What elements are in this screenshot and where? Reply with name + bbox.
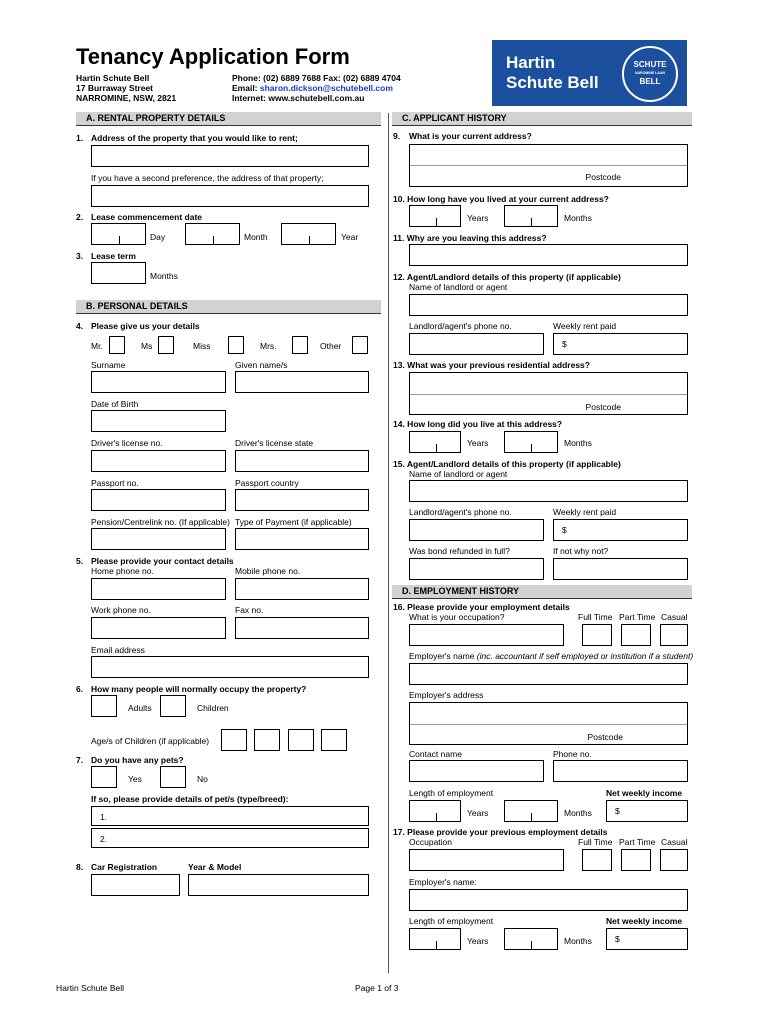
q15-landlord-phone-input[interactable]	[409, 519, 544, 541]
employer-name-text: Employer's name	[409, 651, 475, 661]
q12-label: 12. Agent/Landlord details of this property (if applicable)	[393, 272, 621, 282]
q11-label: 11. Why are you leaving this address?	[393, 233, 547, 243]
previous-months-input[interactable]	[504, 431, 558, 453]
logo-badge	[622, 46, 678, 102]
q12-landlord-name-label: Name of landlord or agent	[409, 282, 508, 292]
work-phone-label: Work phone no.	[91, 605, 151, 615]
pension-label: Pension/Centrelink no. (If applicable)	[91, 517, 230, 527]
car-registration-label: Car Registration	[91, 862, 158, 872]
q5-number: 5.	[76, 556, 84, 566]
company-email[interactable]: sharon.dickson@schutebell.com	[259, 83, 393, 93]
q16-length-label: Length of employment	[409, 788, 494, 798]
employer-name-input[interactable]	[409, 663, 688, 685]
q5-label: Please provide your contact details	[91, 556, 234, 566]
children-input[interactable]	[160, 695, 186, 717]
q16-casual-checkbox[interactable]	[660, 624, 688, 646]
q10-label: 10. How long have you lived at your current address?	[393, 194, 609, 204]
q9-label: What is your current address?	[409, 131, 532, 141]
q17-months-label: Months	[564, 936, 592, 946]
day-label: Day	[150, 232, 166, 242]
miss-checkbox[interactable]	[228, 336, 244, 354]
mobile-phone-label: Mobile phone no.	[235, 566, 301, 576]
form-title: Tenancy Application Form	[76, 44, 350, 69]
child-age-3-input[interactable]	[288, 729, 314, 751]
passport-country-input[interactable]	[235, 489, 369, 511]
q15-landlord-name-label: Name of landlord or agent	[409, 469, 508, 479]
passport-no-label: Passport no.	[91, 478, 139, 488]
q15-weekly-rent-input[interactable]	[553, 519, 688, 541]
lease-term-input[interactable]	[91, 262, 146, 284]
q17-part-time-checkbox[interactable]	[621, 849, 651, 871]
employer-address-label: Employer's address	[409, 690, 484, 700]
q1-label: Address of the property that you would like to rent;	[91, 133, 298, 143]
q4-number: 4.	[76, 321, 84, 331]
badge-bottom: BELL	[639, 77, 661, 86]
employer-name-label	[409, 651, 693, 661]
q17-net-income-input[interactable]	[606, 928, 688, 950]
section-c-heading: C. APPLICANT HISTORY	[392, 112, 692, 125]
q1-number: 1.	[76, 133, 84, 143]
second-preference-label: If you have a second preference, the address of that property;	[91, 173, 324, 183]
current-months-input[interactable]	[504, 205, 558, 227]
company-email-row	[232, 83, 393, 93]
surname-label: Surname	[91, 360, 126, 370]
q17-length-label: Length of employment	[409, 916, 494, 926]
q17-dollar-sign: $	[615, 934, 620, 944]
q17-years-input[interactable]	[409, 928, 461, 950]
pension-input[interactable]	[91, 528, 226, 550]
children-ages-label: Age/s of Children (if applicable)	[91, 736, 210, 746]
q16-dollar-sign: $	[615, 806, 620, 816]
q3-number: 3.	[76, 251, 84, 261]
company-town: NARROMINE, NSW, 2821	[76, 93, 177, 103]
q4-label: Please give us your details	[91, 321, 200, 331]
company-phone: Phone: (02) 6889 7688 Fax: (02) 6889 4704	[232, 73, 401, 83]
children-label: Children	[197, 703, 229, 713]
q17-occupation-input[interactable]	[409, 849, 564, 871]
year-model-input[interactable]	[188, 874, 369, 896]
q16-years-label: Years	[467, 808, 489, 818]
q16-months-input[interactable]	[504, 800, 558, 822]
logo-line1: Hartin	[506, 53, 556, 72]
q16-full-time-checkbox[interactable]	[582, 624, 612, 646]
q15-dollar-sign: $	[562, 525, 567, 535]
q15-weekly-rent-label: Weekly rent paid	[553, 507, 617, 517]
mrs-checkbox[interactable]	[292, 336, 308, 354]
given-names-label: Given name/s	[235, 360, 288, 370]
q17-full-time-checkbox[interactable]	[582, 849, 612, 871]
current-years-label: Years	[467, 213, 489, 223]
surname-input[interactable]	[91, 371, 226, 393]
driver-license-no-label: Driver's license no.	[91, 438, 163, 448]
badge-top: SCHUTE	[633, 60, 667, 69]
pet-details-label: If so, please provide details of pet/s (type/breed):	[91, 794, 289, 804]
home-phone-input[interactable]	[91, 578, 226, 600]
pets-no-checkbox[interactable]	[160, 766, 186, 788]
previous-months-label: Months	[564, 438, 592, 448]
passport-country-label: Passport country	[235, 478, 299, 488]
occupation-question-label: What is your occupation?	[409, 612, 505, 622]
q17-months-input[interactable]	[504, 928, 558, 950]
second-preference-input[interactable]	[91, 185, 369, 207]
contact-name-input[interactable]	[409, 760, 544, 782]
current-months-label: Months	[564, 213, 592, 223]
q17-full-time-label: Full Time	[578, 837, 613, 847]
previous-years-label: Years	[467, 438, 489, 448]
footer-company: Hartin Schute Bell	[56, 983, 125, 993]
mrs-label: Mrs.	[260, 341, 277, 351]
miss-label: Miss	[193, 341, 211, 351]
pet-2-number: 2.	[100, 834, 108, 844]
q15-landlord-phone-label: Landlord/agent's phone no.	[409, 507, 512, 517]
q16-casual-label: Casual	[661, 612, 688, 622]
previous-postcode-label: Postcode	[585, 402, 621, 412]
column-divider	[388, 113, 389, 973]
q16-full-time-label: Full Time	[578, 612, 613, 622]
q6-number: 6.	[76, 684, 84, 694]
bond-refunded-label: Was bond refunded in full?	[409, 546, 510, 556]
section-a-heading: A. RENTAL PROPERTY DETAILS	[76, 112, 381, 125]
contact-name-label: Contact name	[409, 749, 462, 759]
q16-net-income-input[interactable]	[606, 800, 688, 822]
current-address-input[interactable]	[409, 144, 688, 187]
q2-number: 2.	[76, 212, 84, 222]
year-label: Year	[341, 232, 359, 242]
car-registration-input[interactable]	[91, 874, 180, 896]
employer-postcode-label: Postcode	[587, 732, 623, 742]
lease-year-input[interactable]	[281, 223, 336, 245]
q16-label: 16. Please provide your employment details	[393, 602, 570, 612]
q7-number: 7.	[76, 755, 84, 765]
pet-1-input[interactable]	[91, 806, 369, 826]
lease-months-label: Months	[150, 271, 178, 281]
ms-label: Ms	[141, 341, 153, 351]
child-age-1-input[interactable]	[221, 729, 247, 751]
q12-landlord-phone-label: Landlord/agent's phone no.	[409, 321, 512, 331]
rental-address-input[interactable]	[91, 145, 369, 167]
badge-mid: NAROMINE LAAN	[635, 71, 665, 75]
section-b-heading: B. PERSONAL DETAILS	[76, 300, 381, 313]
lease-month-input[interactable]	[185, 223, 240, 245]
work-phone-input[interactable]	[91, 617, 226, 639]
home-phone-label: Home phone no.	[91, 566, 154, 576]
q8-number: 8.	[76, 862, 84, 872]
email-label: Email:	[232, 83, 258, 93]
q17-casual-checkbox[interactable]	[660, 849, 688, 871]
year-model-label: Year & Model	[188, 862, 242, 872]
fax-input[interactable]	[235, 617, 369, 639]
q7-label: Do you have any pets?	[91, 755, 184, 765]
q15-landlord-name-input[interactable]	[409, 480, 688, 502]
q14-label: 14. How long did you live at this address?	[393, 419, 563, 429]
q15-label: 15. Agent/Landlord details of this property (if applicable)	[393, 459, 621, 469]
child-age-4-input[interactable]	[321, 729, 347, 751]
q17-casual-label: Casual	[661, 837, 688, 847]
mobile-phone-input[interactable]	[235, 578, 369, 600]
mr-checkbox[interactable]	[109, 336, 125, 354]
ms-checkbox[interactable]	[158, 336, 174, 354]
q16-years-input[interactable]	[409, 800, 461, 822]
driver-license-no-input[interactable]	[91, 450, 226, 472]
employer-phone-input[interactable]	[553, 760, 688, 782]
q3-label: Lease term	[91, 251, 136, 261]
q17-occupation-label: Occupation	[409, 837, 452, 847]
given-names-input[interactable]	[235, 371, 369, 393]
other-checkbox[interactable]	[352, 336, 368, 354]
passport-no-input[interactable]	[91, 489, 226, 511]
company-logo	[492, 40, 687, 106]
page-number: Page 1 of 3	[355, 983, 399, 993]
q12-weekly-rent-input[interactable]	[553, 333, 688, 355]
month-label: Month	[244, 232, 268, 242]
mr-label: Mr.	[91, 341, 103, 351]
q2-label: Lease commencement date	[91, 212, 203, 222]
driver-license-state-input[interactable]	[235, 450, 369, 472]
previous-years-input[interactable]	[409, 431, 461, 453]
email-address-label: Email address	[91, 645, 145, 655]
q12-landlord-name-input[interactable]	[409, 294, 688, 316]
payment-type-label: Type of Payment (if applicable)	[235, 517, 352, 527]
if-not-why-input[interactable]	[553, 558, 688, 580]
q17-employer-name-label: Employer's name:	[409, 877, 477, 887]
q17-employer-name-input[interactable]	[409, 889, 688, 911]
q13-label: 13. What was your previous residential address?	[393, 360, 590, 370]
q17-years-label: Years	[467, 936, 489, 946]
q16-part-time-label: Part Time	[619, 612, 656, 622]
q12-weekly-rent-label: Weekly rent paid	[553, 321, 617, 331]
bond-refunded-input[interactable]	[409, 558, 544, 580]
q17-label: 17. Please provide your previous employment details	[393, 827, 608, 837]
adults-input[interactable]	[91, 695, 117, 717]
q17-part-time-label: Part Time	[619, 837, 656, 847]
pets-yes-checkbox[interactable]	[91, 766, 117, 788]
q6-label: How many people will normally occupy the property?	[91, 684, 307, 694]
company-name: Hartin Schute Bell	[76, 73, 150, 83]
fax-label: Fax no.	[235, 605, 264, 615]
q12-landlord-phone-input[interactable]	[409, 333, 544, 355]
pet-1-number: 1.	[100, 812, 108, 822]
previous-address-input[interactable]	[409, 372, 688, 415]
driver-license-state-label: Driver's license state	[235, 438, 314, 448]
payment-type-input[interactable]	[235, 528, 369, 550]
q16-part-time-checkbox[interactable]	[621, 624, 651, 646]
q9-number: 9.	[393, 131, 401, 141]
dob-label: Date of Birth	[91, 399, 139, 409]
no-label: No	[197, 774, 208, 784]
current-postcode-label: Postcode	[585, 172, 621, 182]
employer-address-input[interactable]	[409, 702, 688, 745]
occupation-input[interactable]	[409, 624, 564, 646]
email-address-input[interactable]	[91, 656, 369, 678]
employer-phone-label: Phone no.	[553, 749, 592, 759]
q17-net-income-label: Net weekly income	[606, 916, 683, 926]
pet-2-input[interactable]	[91, 828, 369, 848]
company-internet: Internet: www.schutebell.com.au	[232, 93, 365, 103]
q16-months-label: Months	[564, 808, 592, 818]
lease-day-input[interactable]	[91, 223, 146, 245]
other-label: Other	[320, 341, 342, 351]
logo-line2: Schute Bell	[506, 73, 599, 92]
dob-input[interactable]	[91, 410, 226, 432]
adults-label: Adults	[128, 703, 152, 713]
reason-leaving-input[interactable]	[409, 244, 688, 266]
employer-name-hint: (inc. accountant if self employed or institution if a student)	[476, 651, 694, 661]
section-d-heading: D. EMPLOYMENT HISTORY	[392, 585, 692, 598]
current-years-input[interactable]	[409, 205, 461, 227]
yes-label: Yes	[128, 774, 142, 784]
q12-dollar-sign: $	[562, 339, 567, 349]
company-street: 17 Burraway Street	[76, 83, 154, 93]
q16-net-income-label: Net weekly income	[606, 788, 683, 798]
if-not-why-label: If not why not?	[553, 546, 609, 556]
child-age-2-input[interactable]	[254, 729, 280, 751]
